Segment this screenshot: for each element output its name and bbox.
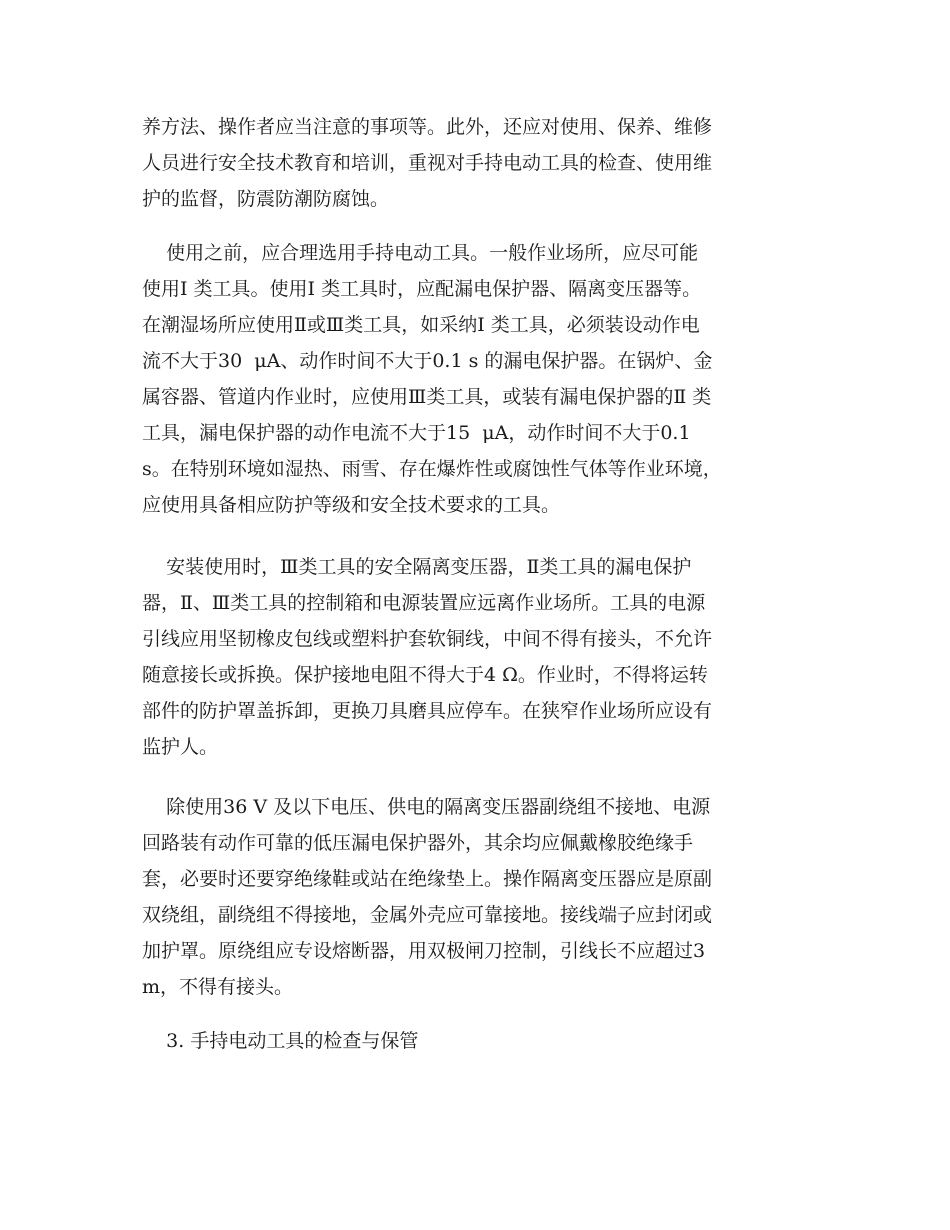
text-line: 工具，漏电保护器的动作电流不大于15 μA，动作时间不大于0.1: [142, 422, 691, 444]
text-line: 应使用具备相应防护等级和安全技术要求的工具。: [142, 494, 561, 516]
text-line: 回路装有动作可靠的低压漏电保护器外，其余均应佩戴橡胶绝缘手: [142, 832, 694, 854]
text-line: 随意接长或拆换。保护接地电阻不得大于4 Ω。作业时，不得将运转: [142, 664, 708, 686]
text-line: 套，必要时还要穿绝缘鞋或站在绝缘垫上。操作隔离变压器应是原副: [142, 868, 713, 890]
section-heading: [142, 1023, 812, 1059]
text-line: 养方法、操作者应当注意的事项等。此外，还应对使用、保养、维修: [142, 116, 713, 138]
text-line: 引线应用坚韧橡皮包线或塑料护套软铜线，中间不得有接头，不允许: [142, 628, 713, 650]
text-line: 属容器、管道内作业时，应使用Ⅲ类工具，或装有漏电保护器的Ⅱ 类: [142, 386, 712, 408]
text-line: 安装使用时，Ⅲ类工具的安全隔离变压器，Ⅱ类工具的漏电保护: [142, 556, 692, 578]
paragraph-maintenance-training: [142, 109, 812, 217]
text-line: 器，Ⅱ、Ⅲ类工具的控制箱和电源装置应远离作业场所。工具的电源: [142, 592, 706, 614]
text-line: s。在特别环境如湿热、雨雪、存在爆炸性或腐蚀性气体等作业环境，: [142, 458, 722, 480]
paragraph-tool-selection: [142, 235, 812, 523]
text-line: m，不得有接头。: [142, 976, 294, 998]
text-line: 监护人。: [142, 736, 219, 758]
text-line: 使用之前，应合理选用手持电动工具。一般作业场所，应尽可能: [142, 242, 699, 264]
text-line: 部件的防护罩盖拆卸，更换刀具磨具应停车。在狭窄作业场所应设有: [142, 700, 713, 722]
text-line: 流不大于30 μA、动作时间不大于0.1 s 的漏电保护器。在锅炉、金: [142, 350, 713, 372]
paragraph-insulation-protection: [142, 789, 812, 1005]
text-line: 在潮湿场所应使用Ⅱ或Ⅲ类工具，如采纳Ⅰ 类工具，必须装设动作电: [142, 314, 700, 336]
text-line: 双绕组，副绕组不得接地，金属外壳应可靠接地。接线端子应封闭或: [142, 904, 713, 926]
text-line: 除使用36 V 及以下电压、供电的隔离变压器副绕组不接地、电源: [142, 796, 711, 818]
text-line: 护的监督，防震防潮防腐蚀。: [142, 188, 390, 210]
text-line: 使用Ⅰ 类工具。使用Ⅰ 类工具时，应配漏电保护器、隔离变压器等。: [142, 278, 702, 300]
text-line: 加护罩。原绕组应专设熔断器，用双极闸刀控制，引线长不应超过3: [142, 940, 706, 962]
text-line: 人员进行安全技术教育和培训，重视对手持电动工具的检查、使用维: [142, 152, 713, 174]
paragraph-installation-use: [142, 549, 812, 765]
section-heading-text: 3. 手持电动工具的检查与保管: [142, 1030, 419, 1052]
